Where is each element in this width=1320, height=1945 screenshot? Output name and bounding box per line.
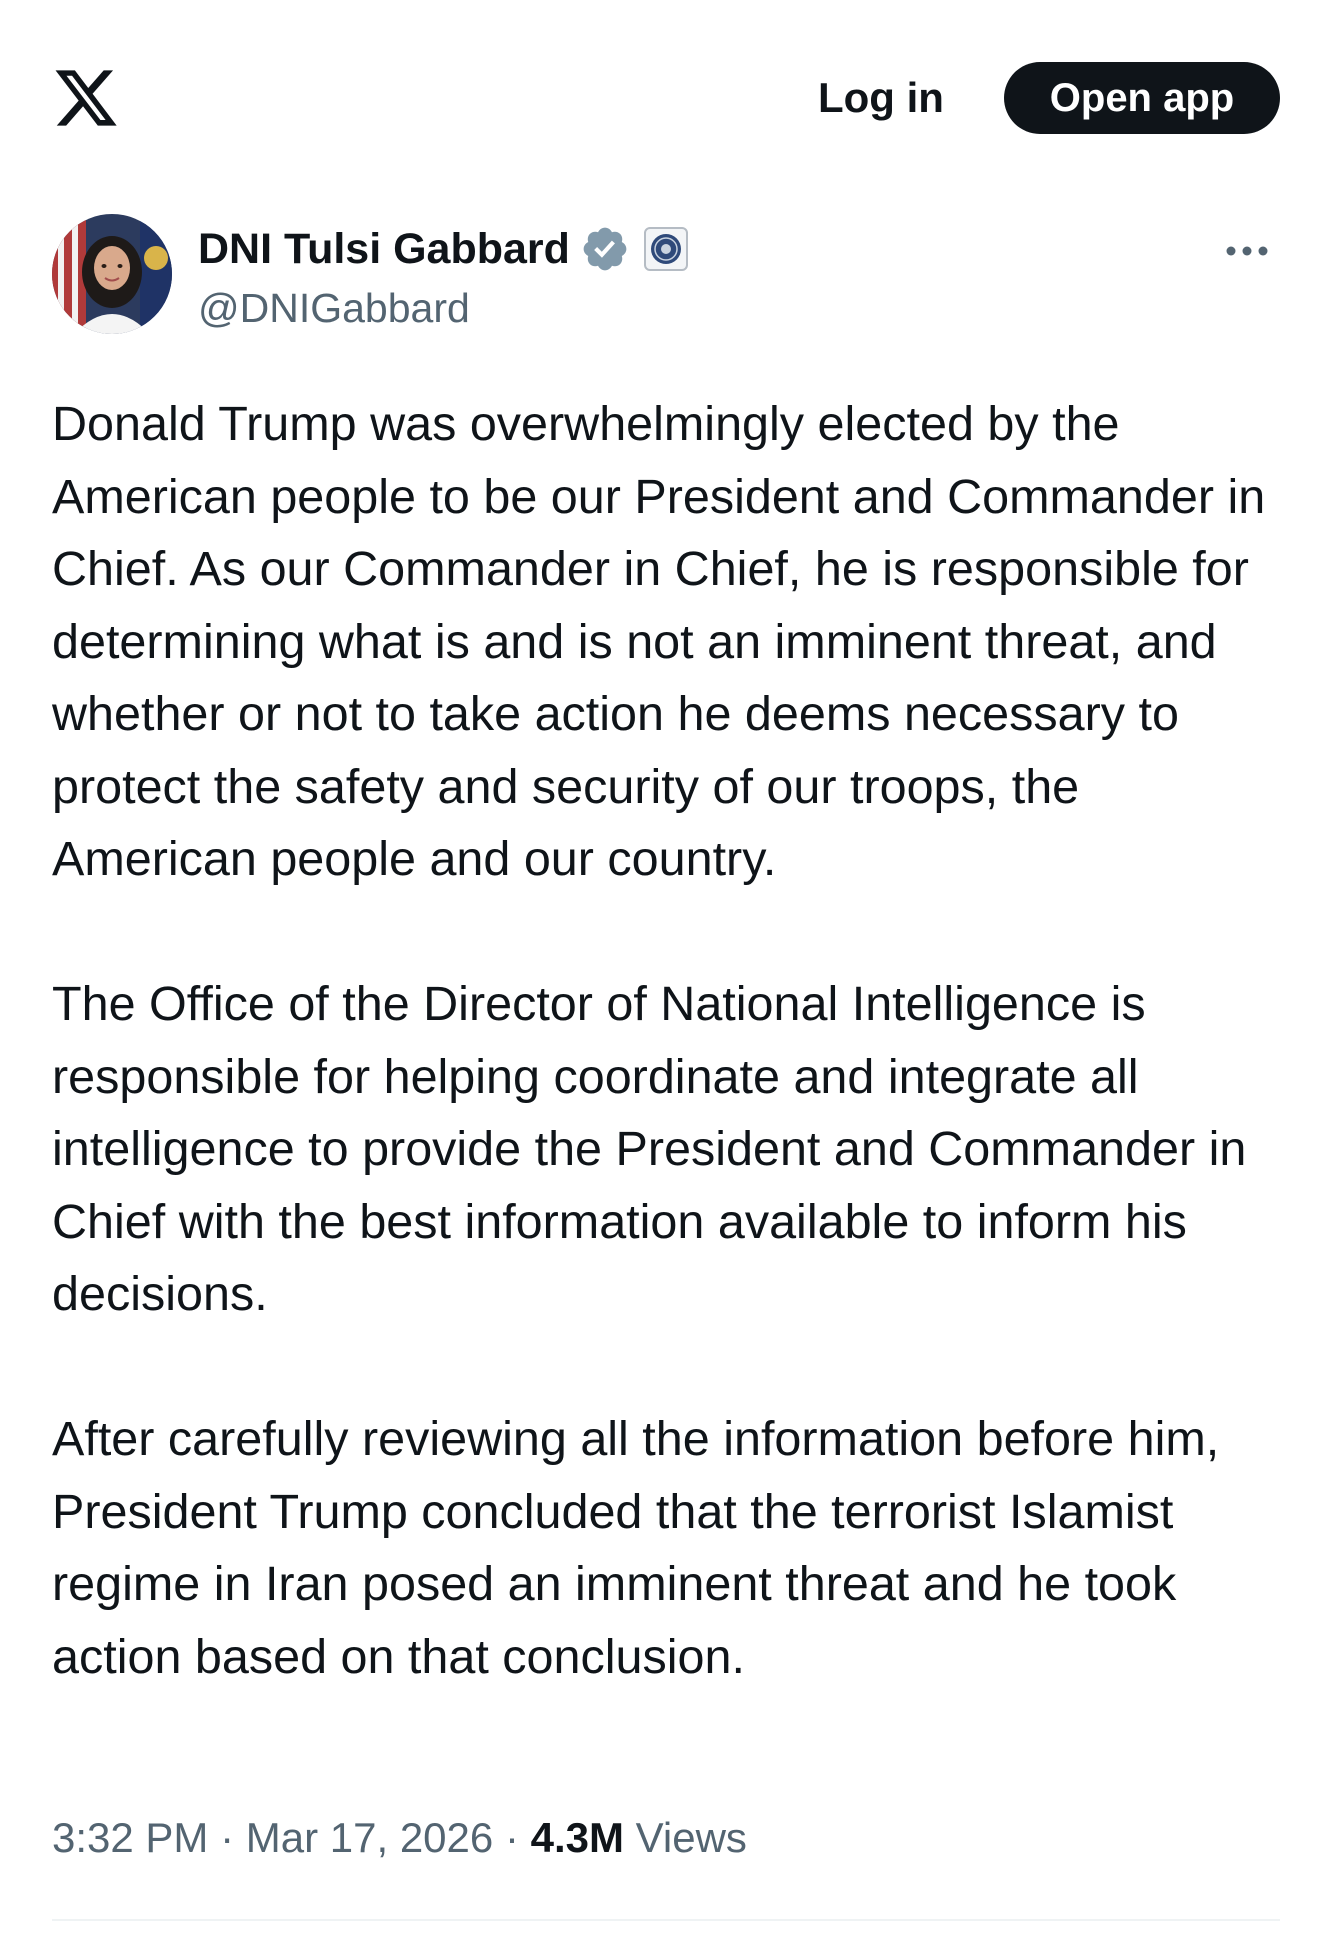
tweet-date[interactable]: Mar 17, 2026	[245, 1814, 494, 1861]
meta-separator: ·	[220, 1814, 235, 1861]
tweet-metadata	[52, 1810, 747, 1866]
meta-separator: ·	[504, 1814, 519, 1861]
display-name[interactable]: DNI Tulsi Gabbard	[198, 225, 570, 273]
avatar[interactable]	[52, 214, 172, 334]
display-name-row	[198, 220, 688, 278]
author-handle[interactable]: @DNIGabbard	[198, 285, 470, 331]
tweet-paragraph: Donald Trump was overwhelmingly elected by the American people to be our President and Commander in Chief. As our Commander in Chief, he is responsible for determining what is and is not an imminent threat, and whether or not to take action he deems necessary to protect the safety and security of our troops, the American people and our country.	[52, 397, 1266, 886]
login-link[interactable]: Log in	[818, 74, 944, 121]
verified-badge-icon	[580, 224, 630, 274]
divider	[52, 1919, 1280, 1921]
views-count: 4.3M	[530, 1814, 624, 1861]
tweet-paragraph: After carefully reviewing all the information before him, President Trump concluded that the terrorist Islamist regime in Iran posed an imminent threat and he took action based on that conclusion.	[52, 1412, 1220, 1684]
government-seal-badge-icon[interactable]	[644, 227, 688, 271]
tweet-paragraph: The Office of the Director of National Intelligence is responsible for helping coordinate and integrate all intelligence to provide the President and Commander in Chief with the best information available to inform his decisions.	[52, 977, 1247, 1321]
tweet-text	[52, 388, 1292, 1693]
tweet-author	[52, 214, 1280, 338]
x-logo-icon[interactable]	[52, 64, 120, 132]
tweet-time[interactable]: 3:32 PM	[52, 1814, 209, 1861]
more-options-icon[interactable]	[1222, 236, 1272, 266]
top-bar	[0, 0, 1320, 190]
open-app-button[interactable]: Open app	[1004, 62, 1280, 134]
views-label: Views	[635, 1814, 747, 1861]
